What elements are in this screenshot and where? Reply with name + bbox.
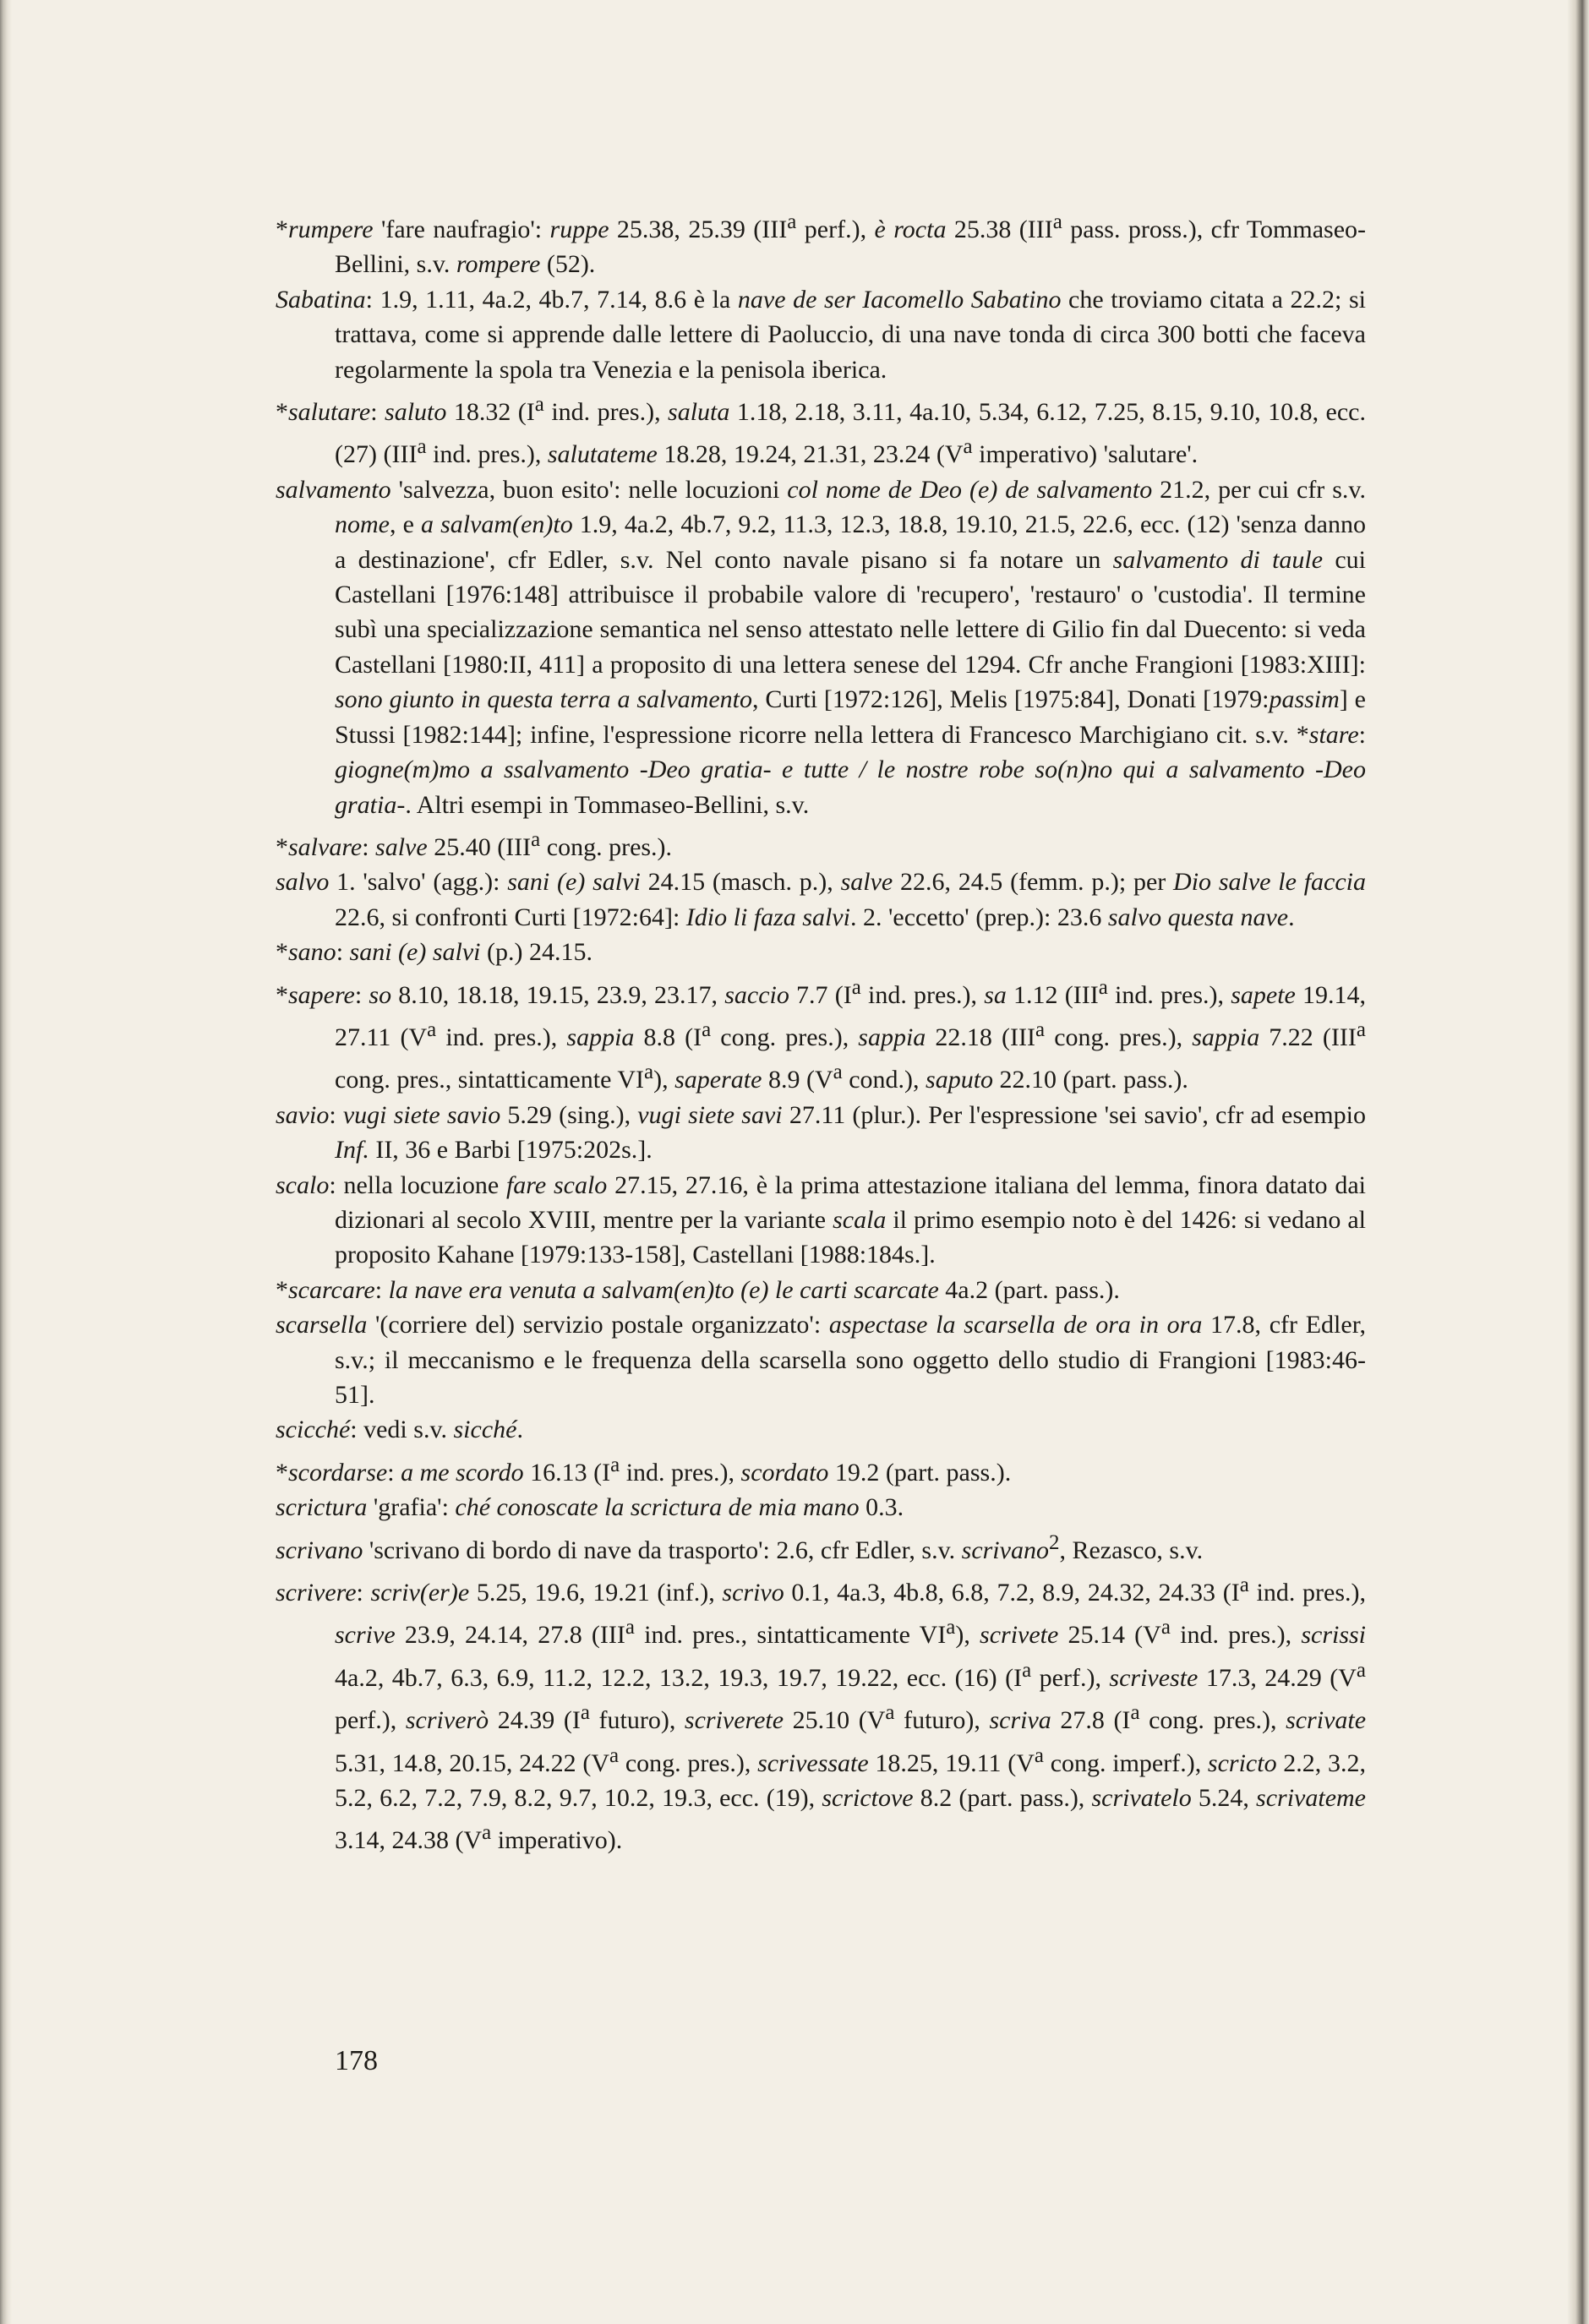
entry-salvamento: salvamento 'salvezza, buon esito': nelle locuzioni col nome de Deo (e) de salvamento 21.2, per cui cfr s.v. nome, e a salvam(en)to 1.9, 4a.2, 4b.7, 9.2, 11.3, 12.3, 18.8, 19.10, 21.5, 22.6, ecc. (12) 'senza danno a destinazione', cfr Edler, s.v. Nel conto navale pisano si fa notare un salvamento di taule cui Castellani [1976:148] attribuisce il probabile valore di 'recupero', 'restauro' o 'custodia'. Il termine subì una specializzazione semantica nel senso attestato nelle lettere di Gilio fin dal Duecento: si veda Castellani [1980:II, 411] a proposito di una lettera senese del 1294. Cfr anche Frangioni [1983:XIII]: sono giunto in questa terra a salvamento, Curti [1972:126], Melis [1975:84], Donati [1979:passim] e Stussi [1982:144]; infine, l'espressione ricorre nella lettera di Francesco Marchigiano cit. s.v. *stare: giogne(m)mo a ssalvamento -Deo gratia- e tutte / le nostre robe so(n)no qui a salvamento -Deo gratia-. Altri esempi in Tommaseo-Bellini, s.v. xyxy=(276,475,1366,819)
entry-salvare: *salvare: salve 25.40 (III$^a$ cong. pres.). xyxy=(276,827,673,861)
page-number: 178 xyxy=(335,2045,378,2076)
entry-sano: *sano: sani (e) salvi (p.) 24.15. xyxy=(276,938,592,967)
page-spine xyxy=(0,0,12,2324)
entry-scrictura: scrictura 'grafia': ché conoscate la scrictura de mia mano 0.3. xyxy=(276,1493,904,1522)
entry-scarcare: *scarcare: la nave era venuta a salvam(en)to (e) le carti scarcate 4a.2 (part. pass.). xyxy=(276,1275,1120,1304)
entry-salutare: *salutare: saluto 18.32 ($I^a$ ind. pres.), saluta 1.18, 2.18, 3.11, 4a.10, 5.34, 6.12, 7.25, 8.15, 9.10, 10.8, ecc. (27) (III$^a$ ind. pres.), salutateme 18.28, 19.24, 21.31, 23.24 ($V^a$ imperativo) 'salutare'. xyxy=(276,393,1366,469)
entry-sabatina: Sabatina: 1.9, 1.11, 4a.2, 4b.7, 7.14, 8.6 è la nave de ser Iacomello Sabatino che troviamo citata a 22.2; si trattava, come si apprende dalle lettere di Paoluccio, di una nave tonda di circa 300 botti che faceva regolarmente la spola tra Venezia e la penisola iberica. xyxy=(276,285,1366,384)
entry-scrivere: scrivere: scriv(er)e 5.25, 19.6, 19.21 (inf.), scrivo 0.1, 4a.3, 4b.8, 6.8, 7.2, 8.9, 24.32, 24.33 ($I^a$ ind. pres.), scrive 23.9, 24.14, 27.8 (III$^a$ ind. pres., sintatticamente $VI^a$), scrivete 25.14 ($V^a$ ind. pres.), scrissi 4a.2, 4b.7, 6.3, 6.9, 11.2, 12.2, 13.2, 19.3, 19.7, 19.22, ecc. (16) ($I^a$ perf.), scriveste 17.3, 24.29 ($V^a$ perf.), scriverò 24.39 ($I^a$ futuro), scriverete 25.10 ($V^a$ futuro), scriva 27.8 ($I^a$ cong. pres.), scrivate 5.31, 14.8, 20.15, 24.22 ($V^a$ cong. pres.), scrivessate 18.25, 19.11 ($V^a$ cong. imperf.), scricto 2.2, 3.2, 5.2, 6.2, 7.2, 7.9, 8.2, 9.7, 10.2, 19.3, ecc. (19), scrictove 8.2 (part. pass.), scrivatelo 5.24, scrivateme 3.14, 24.38 ($V^a$ imperativo). xyxy=(276,1574,1367,1855)
entry-scalo: scalo: nella locuzione fare scalo 27.15, 27.16, è la prima attestazione italiana del lemma, finora datato dai dizionari al secolo XVIII, mentre per la variante scala il primo esempio noto è del 1426: si vedano al proposito Kahane [1979:133-158], Castellani [1988:184s.]. xyxy=(276,1170,1367,1269)
entry-scrivano: scrivano 'scrivano di bordo di nave da trasporto': 2.6, cfr Edler, s.v. scrivano$^2$, Rezasco, s.v. xyxy=(276,1530,1204,1564)
entry-salvo: salvo 1. 'salvo' (agg.): sani (e) salvi 24.15 (masch. p.), salve 22.6, 24.5 (femm. p.); per Dio salve le faccia 22.6, si confronti Curti [1972:64]: Idio li faza salvi. 2. 'eccetto' (prep.): 23.6 salvo questa nave. xyxy=(276,868,1366,931)
glossary-text xyxy=(276,205,1366,1858)
entry-savio: savio: vugi siete savio 5.29 (sing.), vugi siete savi 27.11 (plur.). Per l'espressione 'sei savio', cfr ad esempio Inf. II, 36 e Barbi [1975:202s.]. xyxy=(276,1100,1366,1165)
entry-scarsella: scarsella '(corriere del) servizio postale organizzato': aspectase la scarsella de ora in ora 17.8, cfr Edler, s.v.; il meccanismo e le frequenza della scarsella sono oggetto dello studio di Frangioni [1983:46-51]. xyxy=(276,1311,1366,1409)
page-edge xyxy=(1567,0,1589,2324)
entry-sapere: *sapere: so 8.10, 18.18, 19.15, 23.9, 23.17, saccio 7.7 ($I^a$ ind. pres.), sa 1.12 (III$^a$ ind. pres.), sapete 19.14, 27.11 ($V^a$ ind. pres.), sappia 8.8 ($I^a$ cong. pres.), sappia 22.18 (III$^a$ cong. pres.), sappia 7.22 (III$^a$ cong. pres., sintatticamente $VI^a$), saperate 8.9 ($V^a$ cond.), saputo 22.10 (part. pass.). xyxy=(276,975,1367,1094)
entry-scordarse: *scordarse: a me scordo 16.13 ($I^a$ ind. pres.), scordato 19.2 (part. pass.). xyxy=(276,1453,1012,1487)
entry-scicche: scicché: vedi s.v. sicché. xyxy=(276,1416,523,1444)
entry-rumpere: *rumpere 'fare naufragio': ruppe 25.38, 25.39 (III$^a$ perf.), è rocta 25.38 (III$^a$ pass. pross.), cfr Tommaseo-Bellini, s.v. rompere (52). xyxy=(276,210,1367,279)
